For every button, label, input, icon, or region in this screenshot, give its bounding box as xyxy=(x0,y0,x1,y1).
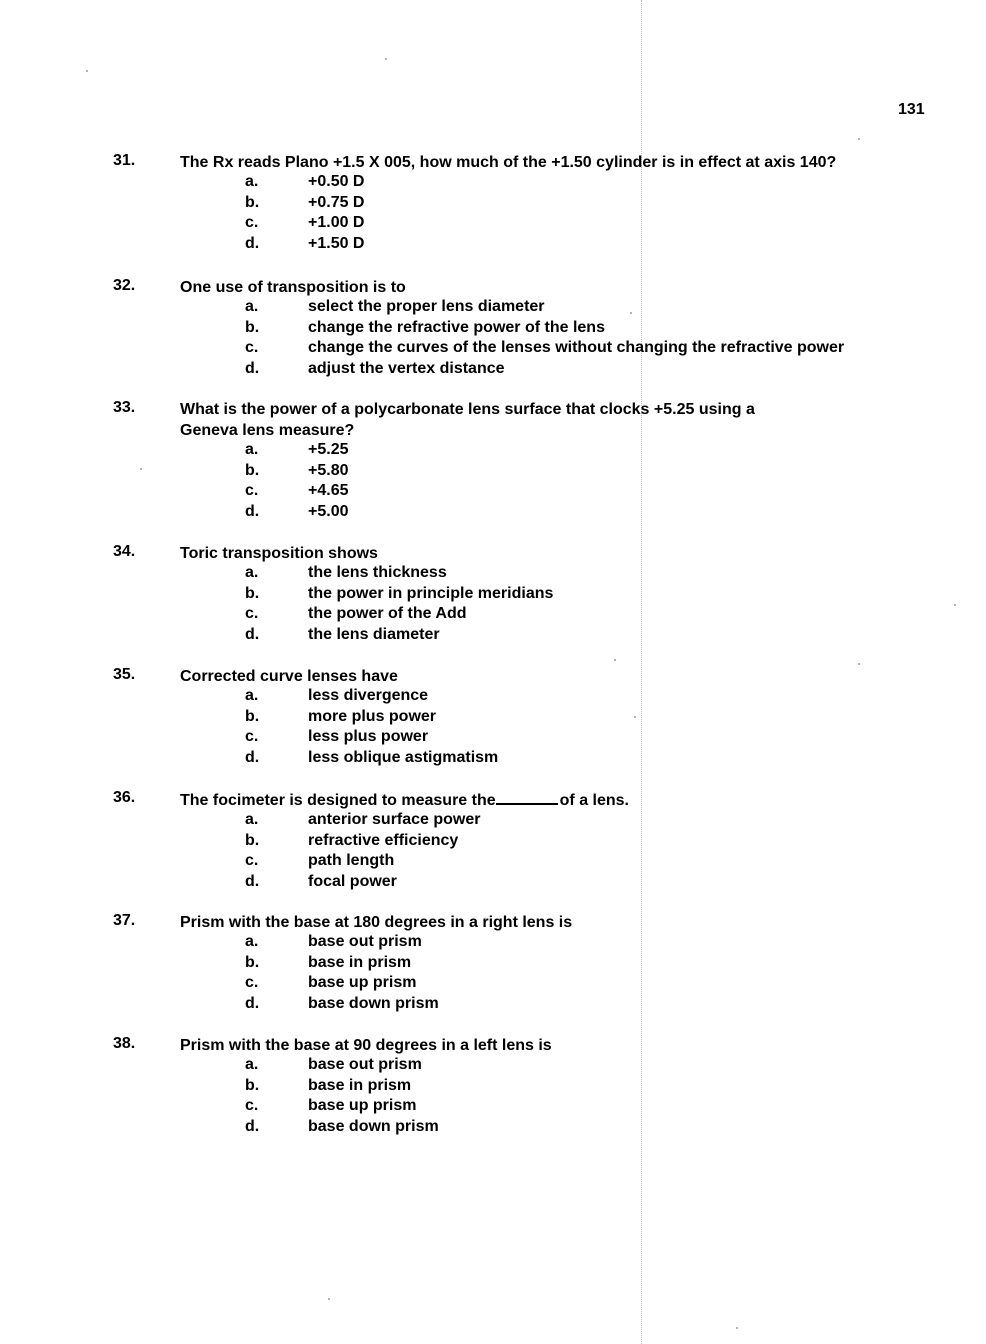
question-number: 38. xyxy=(113,1035,136,1052)
answer-option-b[interactable] xyxy=(113,585,933,606)
option-text: +1.00 D xyxy=(308,214,365,231)
answer-option-c[interactable] xyxy=(113,1097,933,1118)
option-letter: a. xyxy=(245,298,259,315)
answer-options xyxy=(113,173,933,255)
answer-option-c[interactable] xyxy=(113,339,933,360)
option-text: the lens diameter xyxy=(308,625,440,643)
answer-options xyxy=(113,811,933,893)
answer-option-c[interactable] xyxy=(113,728,933,749)
option-text: +0.50 D xyxy=(308,173,365,190)
option-text: base down prism xyxy=(308,994,439,1012)
question-36 xyxy=(113,789,933,893)
scan-speck xyxy=(858,138,860,140)
option-text: more plus power xyxy=(308,707,437,725)
question-number: 32. xyxy=(113,277,136,294)
answer-option-d[interactable] xyxy=(113,360,933,381)
option-text: anterior surface power xyxy=(308,811,481,828)
question-34 xyxy=(113,543,933,646)
option-letter: c. xyxy=(245,605,259,622)
option-letter: c. xyxy=(245,852,259,869)
answer-option-d[interactable] xyxy=(113,873,933,894)
answer-option-d[interactable] xyxy=(113,749,933,770)
option-letter: b. xyxy=(245,584,260,602)
fill-in-blank xyxy=(496,789,558,805)
option-text: the lens thickness xyxy=(308,564,447,581)
option-letter: b. xyxy=(245,1076,260,1094)
question-number: 33. xyxy=(113,399,136,416)
option-letter: a. xyxy=(245,564,259,581)
answer-option-b[interactable] xyxy=(113,832,933,853)
option-text: base up prism xyxy=(308,974,417,991)
question-number: 34. xyxy=(113,543,136,560)
option-text: change the refractive power of the lens xyxy=(308,318,605,336)
question-text: Prism with the base at 90 degrees in a left lens is xyxy=(180,1037,552,1054)
answer-option-b[interactable] xyxy=(113,708,933,729)
question-31 xyxy=(113,152,933,255)
answer-options xyxy=(113,1056,933,1138)
option-letter: d. xyxy=(245,994,260,1012)
answer-option-a[interactable] xyxy=(113,441,933,462)
option-letter: d. xyxy=(245,1117,260,1135)
answer-options xyxy=(113,687,933,769)
question-text xyxy=(180,789,880,811)
answer-option-a[interactable] xyxy=(113,687,933,708)
answer-option-c[interactable] xyxy=(113,605,933,626)
option-letter: b. xyxy=(245,461,260,479)
question-37 xyxy=(113,912,933,1015)
option-text: less plus power xyxy=(308,728,429,745)
page-number: 131 xyxy=(898,101,925,118)
answer-option-c[interactable] xyxy=(113,852,933,873)
answer-option-b[interactable] xyxy=(113,194,933,215)
answer-option-b[interactable] xyxy=(113,319,933,340)
option-text: +1.50 D xyxy=(308,234,365,252)
scan-speck xyxy=(86,70,88,72)
question-text: The Rx reads Plano +1.5 X 005, how much of the +1.50 cylinder is in effect at axis 140? xyxy=(180,154,837,171)
option-letter: c. xyxy=(245,728,259,745)
option-text: less oblique astigmatism xyxy=(308,748,499,766)
question-text: What is the power of a polycarbonate lens surface that clocks +5.25 using a Geneva lens measure? xyxy=(180,401,755,439)
option-text: +5.80 xyxy=(308,461,349,479)
answer-option-a[interactable] xyxy=(113,811,933,832)
option-text: select the proper lens diameter xyxy=(308,298,545,315)
question-number: 31. xyxy=(113,152,136,169)
option-text: refractive efficiency xyxy=(308,831,459,849)
scan-speck xyxy=(858,663,860,665)
option-text: +0.75 D xyxy=(308,193,365,211)
answer-option-b[interactable] xyxy=(113,462,933,483)
question-text-before-blank: The focimeter is designed to measure the xyxy=(180,792,496,809)
question-38 xyxy=(113,1035,933,1138)
question-number: 35. xyxy=(113,666,136,683)
option-text: base up prism xyxy=(308,1097,417,1114)
answer-option-d[interactable] xyxy=(113,235,933,256)
question-35 xyxy=(113,666,933,769)
answer-option-b[interactable] xyxy=(113,1077,933,1098)
answer-options xyxy=(113,298,933,380)
option-letter: c. xyxy=(245,339,259,356)
option-letter: b. xyxy=(245,953,260,971)
option-text: +5.25 xyxy=(308,441,349,458)
answer-options xyxy=(113,441,933,523)
option-letter: a. xyxy=(245,173,259,190)
answer-option-c[interactable] xyxy=(113,214,933,235)
answer-option-d[interactable] xyxy=(113,995,933,1016)
option-text: +4.65 xyxy=(308,482,349,499)
question-number: 36. xyxy=(113,789,136,806)
option-letter: a. xyxy=(245,1056,259,1073)
answer-options xyxy=(113,564,933,646)
option-letter: b. xyxy=(245,707,260,725)
question-33 xyxy=(113,399,933,523)
option-text: base out prism xyxy=(308,933,422,950)
option-letter: c. xyxy=(245,1097,259,1114)
option-letter: c. xyxy=(245,482,259,499)
question-number: 37. xyxy=(113,912,136,929)
answer-option-a[interactable] xyxy=(113,173,933,194)
option-letter: b. xyxy=(245,193,260,211)
question-text: Prism with the base at 180 degrees in a right lens is xyxy=(180,914,573,931)
option-letter: c. xyxy=(245,974,259,991)
option-text: +5.00 xyxy=(308,502,349,520)
option-text: less divergence xyxy=(308,687,429,704)
question-32 xyxy=(113,277,933,380)
option-letter: b. xyxy=(245,831,260,849)
option-letter: b. xyxy=(245,318,260,336)
option-letter: d. xyxy=(245,625,260,643)
scan-speck xyxy=(954,604,956,606)
answer-options xyxy=(113,933,933,1015)
scan-speck xyxy=(328,1298,330,1300)
question-text: One use of transposition is to xyxy=(180,279,406,296)
option-text: path length xyxy=(308,852,395,869)
option-letter: d. xyxy=(245,872,260,890)
option-letter: a. xyxy=(245,687,259,704)
option-letter: c. xyxy=(245,214,259,231)
option-text: focal power xyxy=(308,872,397,890)
option-letter: d. xyxy=(245,502,260,520)
option-text: base in prism xyxy=(308,1076,412,1094)
answer-option-a[interactable] xyxy=(113,1056,933,1077)
answer-option-c[interactable] xyxy=(113,482,933,503)
answer-option-a[interactable] xyxy=(113,564,933,585)
scan-speck xyxy=(736,1327,738,1329)
question-text-after-blank: of a lens. xyxy=(559,792,629,809)
option-letter: d. xyxy=(245,359,260,377)
option-letter: a. xyxy=(245,811,259,828)
option-text: base out prism xyxy=(308,1056,422,1073)
option-letter: d. xyxy=(245,748,260,766)
question-text: Toric transposition shows xyxy=(180,545,378,562)
answer-option-a[interactable] xyxy=(113,298,933,319)
option-letter: d. xyxy=(245,234,260,252)
answer-option-c[interactable] xyxy=(113,974,933,995)
answer-option-a[interactable] xyxy=(113,933,933,954)
option-text: the power of the Add xyxy=(308,605,467,622)
option-text: the power in principle meridians xyxy=(308,584,554,602)
option-text: base down prism xyxy=(308,1117,439,1135)
option-text: change the curves of the lenses without changing the refractive power xyxy=(308,339,845,356)
scan-speck xyxy=(614,659,616,661)
option-letter: a. xyxy=(245,441,259,458)
answer-option-d[interactable] xyxy=(113,1118,933,1139)
option-text: base in prism xyxy=(308,953,412,971)
answer-option-d[interactable] xyxy=(113,626,933,647)
answer-option-d[interactable] xyxy=(113,503,933,524)
option-text: adjust the vertex distance xyxy=(308,359,505,377)
scan-speck xyxy=(385,58,387,60)
option-letter: a. xyxy=(245,933,259,950)
question-text: Corrected curve lenses have xyxy=(180,668,398,685)
answer-option-b[interactable] xyxy=(113,954,933,975)
